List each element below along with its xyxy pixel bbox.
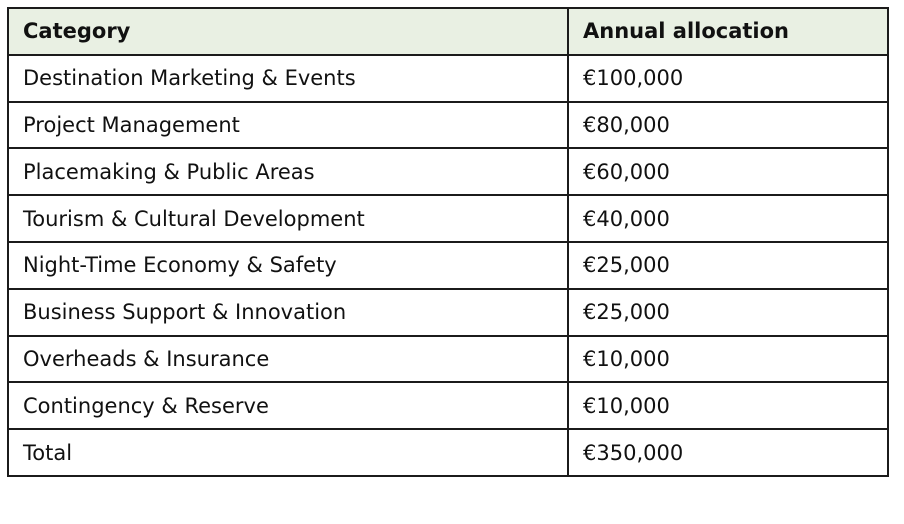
table-row	[8, 289, 888, 336]
table-row	[8, 382, 888, 429]
category-cell: Tourism & Cultural Development	[8, 195, 568, 242]
allocation-cell: €10,000	[568, 382, 888, 429]
allocation-cell: €10,000	[568, 336, 888, 383]
allocation-cell: €100,000	[568, 55, 888, 102]
table-row	[8, 55, 888, 102]
budget-table	[7, 7, 889, 477]
table-body	[8, 55, 888, 476]
allocation-cell: €40,000	[568, 195, 888, 242]
category-cell: Placemaking & Public Areas	[8, 148, 568, 195]
table-row	[8, 102, 888, 149]
table-header	[8, 8, 888, 55]
header-category: Category	[8, 8, 568, 55]
header-annual-allocation: Annual allocation	[568, 8, 888, 55]
total-allocation-cell: €350,000	[568, 429, 888, 476]
category-cell: Business Support & Innovation	[8, 289, 568, 336]
category-cell: Project Management	[8, 102, 568, 149]
header-row	[8, 8, 888, 55]
allocation-cell: €80,000	[568, 102, 888, 149]
table-row	[8, 242, 888, 289]
category-cell: Destination Marketing & Events	[8, 55, 568, 102]
category-cell: Overheads & Insurance	[8, 336, 568, 383]
allocation-cell: €60,000	[568, 148, 888, 195]
table-row	[8, 195, 888, 242]
table-row	[8, 336, 888, 383]
category-cell: Contingency & Reserve	[8, 382, 568, 429]
category-cell: Night-Time Economy & Safety	[8, 242, 568, 289]
table-row	[8, 148, 888, 195]
total-row	[8, 429, 888, 476]
allocation-cell: €25,000	[568, 242, 888, 289]
total-label-cell: Total	[8, 429, 568, 476]
allocation-cell: €25,000	[568, 289, 888, 336]
